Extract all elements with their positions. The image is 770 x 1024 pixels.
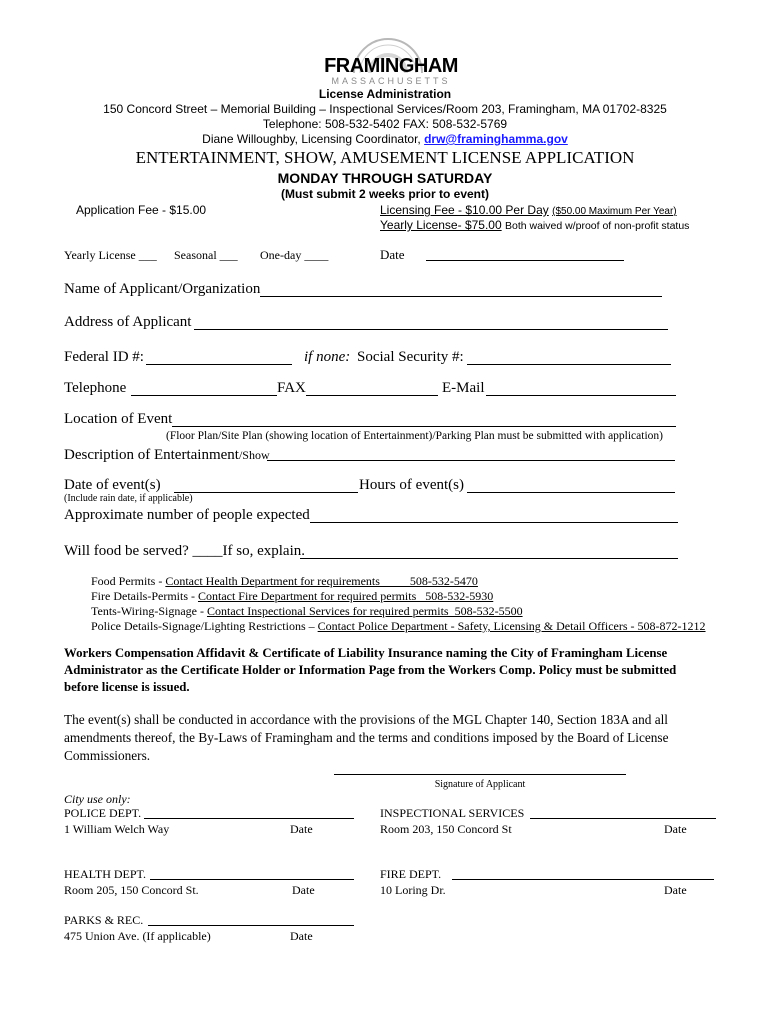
fire-permit-line	[91, 589, 493, 604]
email-field[interactable]	[486, 395, 676, 396]
parks-rec-date: Date	[290, 929, 313, 943]
insurance-notice-line: Administrator as the Certificate Holder or Information Page from the Workers Comp. Policy must be submitted	[64, 663, 677, 677]
federal-id-label: Federal ID #:	[64, 349, 144, 365]
ssn-label: Social Security #:	[357, 349, 464, 365]
department-phone-fax: Telephone: 508-532-5402 FAX: 508-532-5769	[262, 117, 508, 131]
coordinator-email-link[interactable]: drw@framinghamma.gov	[424, 132, 568, 146]
event-location-field[interactable]	[172, 426, 676, 427]
police-dept-date: Date	[290, 822, 313, 836]
rain-date-note: (Include rain date, if applicable)	[64, 493, 193, 504]
federal-id-field[interactable]	[146, 364, 292, 365]
insurance-notice-line: Workers Compensation Affidavit & Certificate of Liability Insurance naming the City of Framingham License	[64, 646, 668, 660]
attendance-field[interactable]	[310, 522, 678, 523]
applicant-name-label: Name of Applicant/Organization	[64, 281, 261, 297]
health-dept-signature-field[interactable]	[150, 879, 354, 880]
event-dates-label: Date of event(s)	[64, 477, 161, 493]
fire-dept-signature-field[interactable]	[452, 879, 714, 880]
department-address: 150 Concord Street – Memorial Building – Inspectional Services/Room 203, Framingham, MA 01702-8325	[103, 102, 667, 116]
seasonal-license-option[interactable]: Seasonal ___	[174, 248, 238, 262]
food-explanation-field[interactable]	[300, 558, 678, 559]
inspectional-services-signature-field[interactable]	[530, 818, 716, 819]
parks-rec-signature-field[interactable]	[148, 925, 354, 926]
applicant-address-field[interactable]	[194, 329, 668, 330]
health-dept-address: Room 205, 150 Concord St.	[64, 883, 199, 897]
police-permit-line	[91, 619, 706, 634]
fire-dept-label: FIRE DEPT.	[380, 867, 442, 881]
oneday-license-option[interactable]: One-day ____	[260, 248, 329, 262]
food-permit-line	[91, 574, 478, 589]
permit-contact: Contact Health Department for requirements 508-532-5470	[165, 574, 478, 588]
date-label: Date	[380, 247, 405, 262]
permit-label: Police Details-Signage/Lighting Restrictions –	[91, 619, 318, 633]
fee-waiver-note: Both waived w/proof of non-profit status	[504, 220, 690, 232]
date-field[interactable]	[426, 260, 624, 261]
inspectional-services-label: INSPECTIONAL SERVICES	[380, 806, 525, 820]
attendance-label: Approximate number of people expected	[64, 507, 310, 523]
conduct-notice-line: Commissioners.	[64, 748, 151, 763]
licensing-fee	[380, 203, 677, 217]
event-dates-field[interactable]	[174, 492, 358, 493]
yearly-fee	[380, 218, 689, 232]
applicant-name-field[interactable]	[260, 296, 662, 297]
conduct-notice-line: The event(s) shall be conducted in accordance with the provisions of the MGL Chapter 140, Section 183A and all	[64, 712, 668, 727]
email-label: E-Mail	[442, 380, 485, 396]
city-use-heading: City use only:	[64, 792, 131, 806]
licensing-fee-text: Licensing Fee - $10.00 Per Day	[380, 203, 549, 217]
description-field[interactable]	[267, 460, 675, 461]
permit-label: Food Permits -	[91, 574, 166, 588]
food-question-label: Will food be served? ____If so, explain.	[64, 543, 305, 559]
permit-contact: Contact Inspectional Services for required permits 508-532-5500	[206, 604, 523, 618]
fire-dept-date: Date	[664, 883, 687, 897]
description-label: Description of Entertainment	[64, 447, 239, 463]
if-none-label: if none:	[304, 349, 351, 365]
police-dept-address: 1 William Welch Way	[64, 822, 170, 836]
permit-label: Tents-Wiring-Signage -	[91, 604, 207, 618]
permit-label: Fire Details-Permits -	[91, 589, 198, 603]
police-dept-label: POLICE DEPT.	[64, 806, 142, 820]
conduct-notice-line: amendments thereof, the By-Laws of Framingham and the terms and conditions imposed by the Board of License	[64, 730, 669, 745]
fax-label: FAX	[277, 380, 306, 396]
description-label-group	[64, 446, 270, 464]
fax-field[interactable]	[306, 395, 438, 396]
parks-rec-address: 475 Union Ave. (If applicable)	[64, 929, 211, 943]
signature-label: Signature of Applicant	[434, 779, 526, 790]
police-dept-signature-field[interactable]	[144, 818, 354, 819]
department-name: License Administration	[318, 87, 452, 101]
permit-contact: Contact Fire Department for required permits 508-532-5930	[197, 589, 494, 603]
event-hours-label: Hours of event(s)	[359, 477, 464, 493]
inspectional-services-date: Date	[664, 822, 687, 836]
health-dept-label: HEALTH DEPT.	[64, 867, 146, 881]
inspectional-services-address: Room 203, 150 Concord St	[380, 822, 512, 836]
application-fee: Application Fee - $15.00	[76, 203, 207, 217]
applicant-signature-field[interactable]	[334, 774, 626, 775]
event-location-label: Location of Event	[64, 411, 173, 427]
yearly-license-option[interactable]: Yearly License ___	[64, 248, 157, 262]
telephone-field[interactable]	[131, 395, 277, 396]
applicant-address-label: Address of Applicant	[64, 314, 192, 330]
telephone-label: Telephone	[64, 380, 127, 396]
ssn-field[interactable]	[467, 364, 671, 365]
form-title: ENTERTAINMENT, SHOW, AMUSEMENT LICENSE APPLICATION	[135, 148, 635, 167]
fire-dept-address: 10 Loring Dr.	[380, 883, 446, 897]
form-subtitle: MONDAY THROUGH SATURDAY	[277, 170, 493, 186]
framingham-logo: FRAMINGHAM MASSACHUSETTS	[324, 55, 458, 86]
health-dept-date: Date	[292, 883, 315, 897]
coordinator-line	[0, 132, 770, 146]
coordinator-name: Diane Willoughby, Licensing Coordinator,	[202, 132, 421, 146]
submit-deadline-note: (Must submit 2 weeks prior to event)	[280, 187, 490, 201]
description-label-suffix: /Show	[238, 448, 270, 462]
licensing-fee-max: ($50.00 Maximum Per Year)	[552, 206, 677, 217]
event-hours-field[interactable]	[467, 492, 675, 493]
parks-rec-label: PARKS & REC.	[64, 913, 144, 927]
yearly-fee-text: Yearly License- $75.00	[380, 218, 502, 232]
floor-plan-note: (Floor Plan/Site Plan (showing location of Entertainment)/Parking Plan must be submitted with application)	[166, 430, 663, 442]
permit-contact: Contact Police Department - Safety, Licensing & Detail Officers - 508-872-1212	[317, 619, 706, 633]
insurance-notice-line: before license is issued.	[64, 680, 190, 694]
tents-permit-line	[91, 604, 523, 619]
